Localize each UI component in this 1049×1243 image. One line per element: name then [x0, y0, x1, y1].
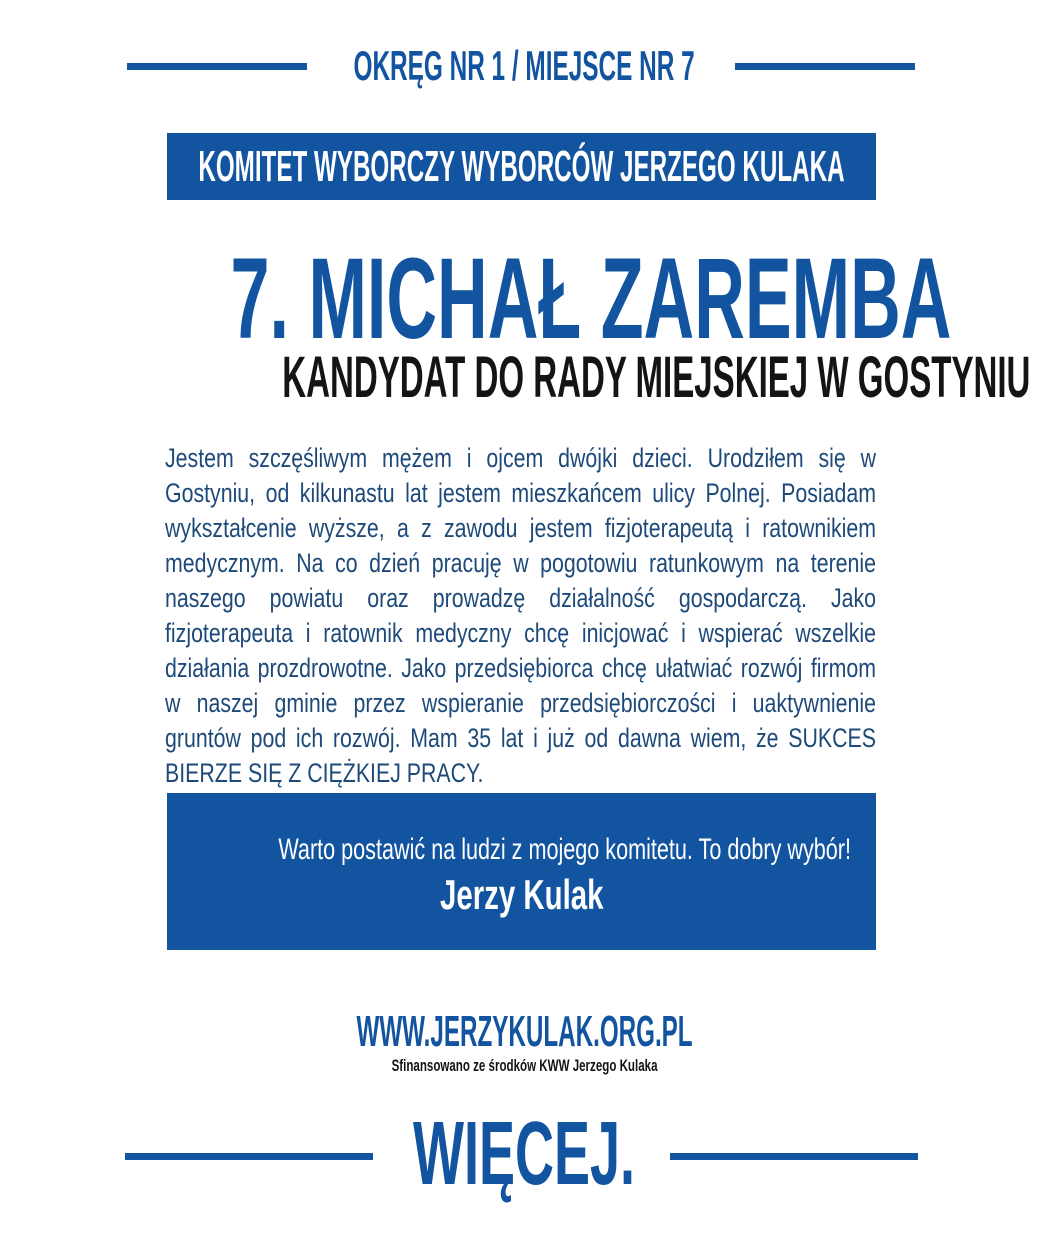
- candidate-role-row: [0, 345, 1049, 410]
- endorsement-quote: Warto postawić na ludzi z mojego komitetu. To dobry wybór!: [278, 833, 852, 866]
- slogan-rule-right: [670, 1153, 918, 1160]
- candidate-bio: Jestem szczęśliwym mężem i ojcem dwójki dzieci. Urodziłem się w Gostyniu, od kilkunastu lat jestem mieszkańcem ulicy Polnej. Posiadam wykształcenie wyższe, a z zawodu jestem fizjoterapeutą i ratownikiem medycznym. Na co dzień pracuję w pogotowiu ratunkowym na terenie naszego powiatu oraz prowadzę działalność gospodarczą. Jako fizjoterapeuta i ratownik medyczny chcę inicjować i wspierać wszelkie działania prozdrowotne. Jako przedsiębiorca chcę ułatwiać rozwój firmom w naszej gminie przez wspieranie przedsiębiorczości i uaktywnienie gruntów pod ich rozwój. Mam 35 lat i już od dawna wiem, że SUKCES BIERZE SIĘ Z CIĘŻKIEJ PRACY.: [165, 443, 876, 788]
- funding-row: [0, 1057, 1049, 1076]
- committee-banner-label: KOMITET WYBORCZY WYBORCÓW JERZEGO KULAKA: [198, 141, 845, 191]
- candidate-name: 7. MICHAŁ ZAREMBA: [230, 235, 952, 363]
- funding-disclaimer: Sfinansowano ze środków KWW Jerzego Kulaka: [391, 1056, 658, 1075]
- candidate-name-row: [0, 235, 1049, 363]
- district-place-label: OKRĘG NR 1 / MIEJSCE NR 7: [353, 42, 696, 89]
- campaign-slogan: WIĘCEJ.: [413, 1104, 636, 1204]
- candidate-role: KANDYDAT DO RADY MIEJSKIEJ W GOSTYNIU: [282, 345, 1031, 410]
- committee-banner: [167, 133, 876, 200]
- endorsement-box: [167, 793, 876, 950]
- website-url: WWW.JERZYKULAK.ORG.PL: [356, 1007, 693, 1056]
- website-row: [0, 1007, 1049, 1056]
- header-rule-right: [735, 63, 915, 70]
- endorsement-author: Jerzy Kulak: [439, 871, 604, 918]
